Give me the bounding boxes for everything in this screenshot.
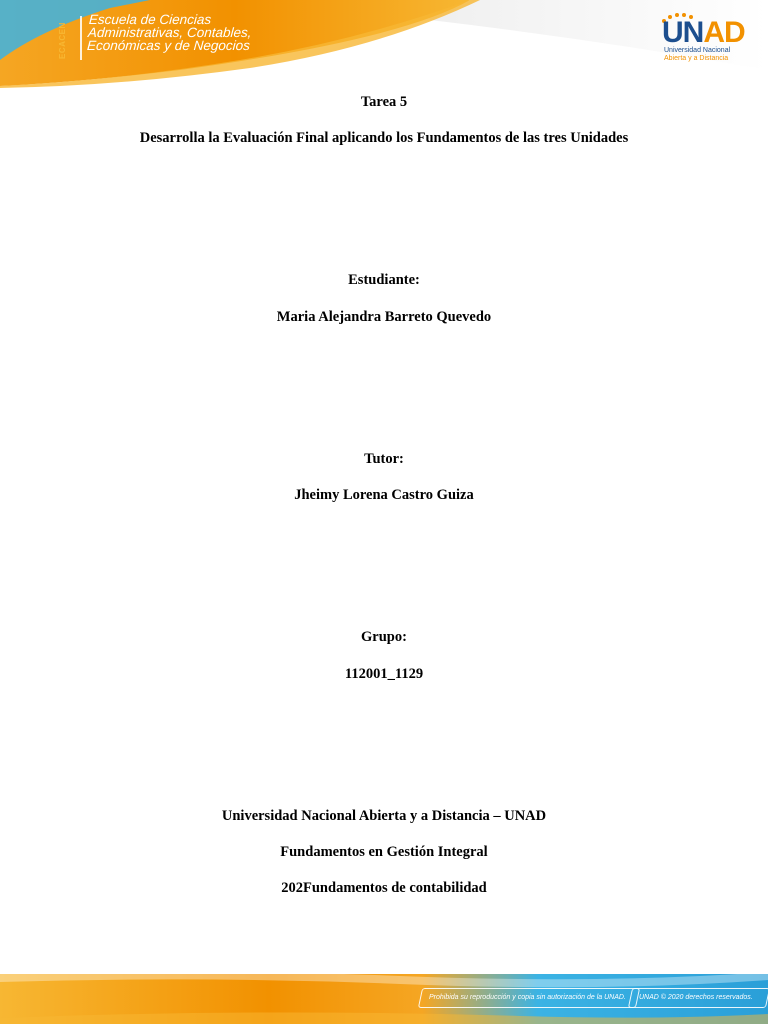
school-name <box>87 13 253 52</box>
school-tag: ECACEN <box>58 22 67 60</box>
school-name-line: Económicas y de Negocios <box>86 38 251 53</box>
logo-caption-line2: Abierta y a Distancia <box>664 55 729 62</box>
logo-wordmark <box>662 18 745 48</box>
unad-logo <box>658 12 748 66</box>
legal-notice-text: Prohibida su reproducción y copia sin autorización de la UNAD. <box>429 994 626 1001</box>
task-subtitle: Desarrolla la Evaluación Final aplicando los Fundamentos de las tres Unidades <box>139 130 629 146</box>
logo-letter: D <box>724 16 745 49</box>
school-name-line: Escuela de Ciencias <box>88 12 212 27</box>
logo-letter: A <box>703 16 725 49</box>
logo-letter: U <box>662 16 683 49</box>
copyright-text: UNAD © 2020 derechos reservados. <box>639 994 753 1001</box>
tutor-label: Tutor: <box>364 451 404 467</box>
school-name-line: Administrativas, Contables, <box>87 25 253 40</box>
tutor-name: Jheimy Lorena Castro Guiza <box>294 487 474 503</box>
page-footer <box>0 968 768 1024</box>
page-header <box>0 0 768 88</box>
group-label: Grupo: <box>361 629 407 645</box>
program-name: Fundamentos en Gestión Integral <box>280 844 488 860</box>
header-divider <box>80 16 82 60</box>
logo-caption-line1: Universidad Nacional <box>664 47 731 54</box>
copyright-notice <box>628 988 768 1008</box>
task-title: Tarea 5 <box>360 94 408 110</box>
group-value: 112001_1129 <box>344 666 424 682</box>
student-label: Estudiante: <box>348 272 420 288</box>
legal-notice <box>418 988 640 1008</box>
course-name: 202Fundamentos de contabilidad <box>281 880 487 896</box>
student-name: Maria Alejandra Barreto Quevedo <box>276 309 492 325</box>
logo-letter: N <box>682 16 704 49</box>
university-name: Universidad Nacional Abierta y a Distancia – UNAD <box>221 808 547 824</box>
